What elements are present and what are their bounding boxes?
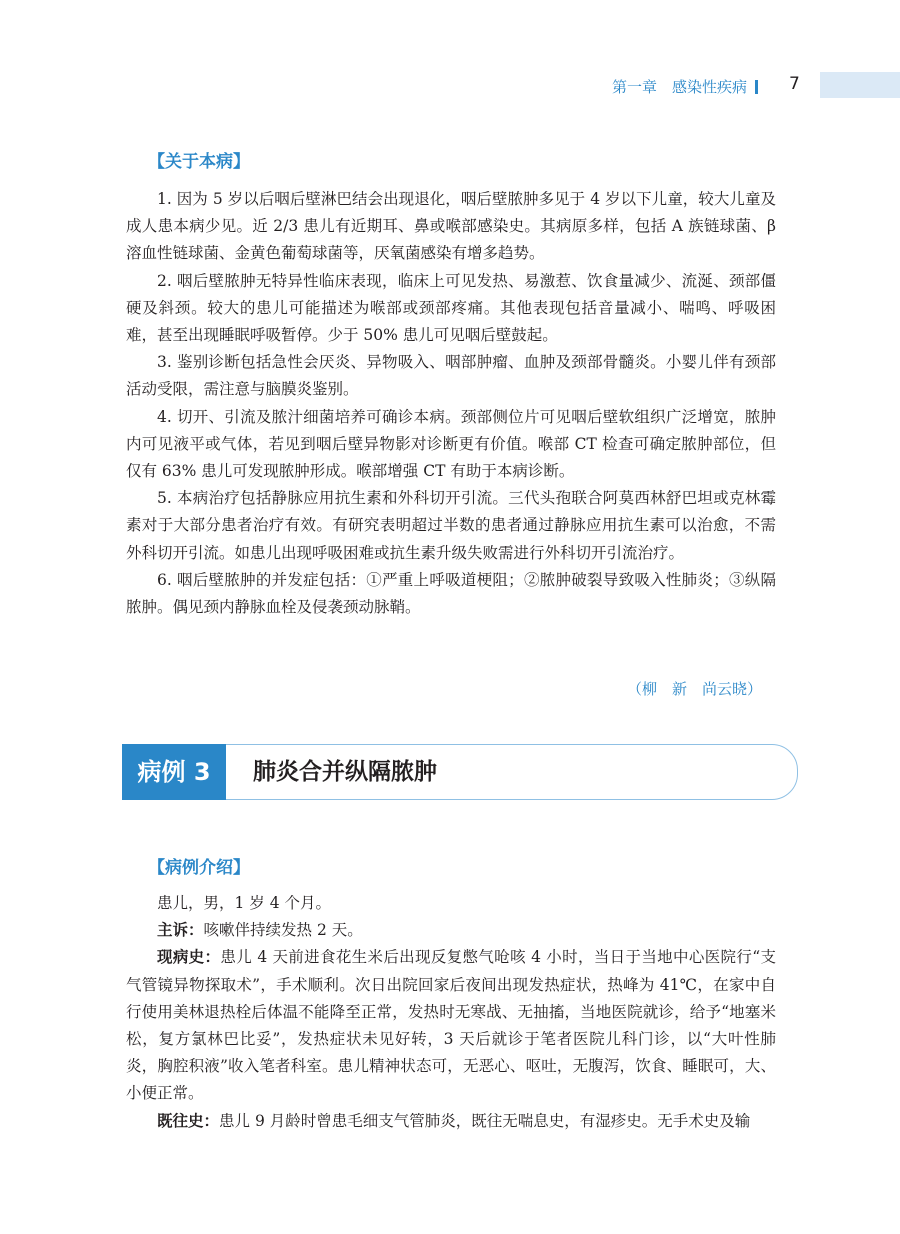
about-paragraph-4: 4. 切开、引流及脓汁细菌培养可确诊本病。颈部侧位片可见咽后壁软组织广泛增宽，脓肿内可见液平或气体，若见到咽后壁异物影对诊断更有价值。喉部 CT 检查可确定脓肿部位，但仅有 63% 患儿可发现脓肿形成。喉部增强 CT 有助于本病诊断。 bbox=[126, 407, 776, 481]
about-paragraph-2: 2. 咽后壁脓肿无特异性临床表现，临床上可见发热、易激惹、饮食量减少、流涎、颈部僵硬及斜颈。较大的患儿可能描述为喉部或颈部疼痛。其他表现包括音量减小、喘鸣、呼吸困难，甚至出现睡眠呼吸暂停。少于 50% 患儿可见咽后壁鼓起。 bbox=[126, 271, 776, 345]
about-paragraph-5: 5. 本病治疗包括静脉应用抗生素和外科切开引流。三代头孢联合阿莫西林舒巴坦或克林霉素对于大部分患者治疗有效。有研究表明超过半数的患者通过静脉应用抗生素可以治愈，不需外科切开引流。如患儿出现呼吸困难或抗生素升级失败需进行外科切开引流治疗。 bbox=[126, 489, 776, 562]
case-label: 病例 3 bbox=[122, 744, 226, 800]
present-label: 现病史： bbox=[157, 948, 221, 967]
page-header bbox=[0, 70, 900, 100]
chapter-title: 第一章 感染性疾病 bbox=[611, 78, 747, 96]
case-banner bbox=[122, 744, 798, 800]
case-intro-title: 【病例介绍】 bbox=[148, 858, 250, 878]
past-label: 既往史： bbox=[157, 1111, 220, 1130]
case-title: 肺炎合并纵隔脓肿 bbox=[253, 759, 437, 785]
page-number: 7 bbox=[789, 74, 800, 94]
about-section-title: 【关于本病】 bbox=[148, 152, 250, 172]
about-paragraph-1: 1. 因为 5 岁以后咽后壁淋巴结会出现退化，咽后壁脓肿多见于 4 岁以下儿童，较大儿童及成人患本病少见。近 2/3 患儿有近期耳、鼻或喉部感染史。其病原多样，包括 A 族链球菌、β 溶血性链球菌、金黄色葡萄球菌等，厌氧菌感染有增多趋势。 bbox=[126, 190, 776, 263]
about-paragraph-6: 6. 咽后壁脓肿的并发症包括：①严重上呼吸道梗阻；②脓肿破裂导致吸入性肺炎；③纵隔脓肿。偶见颈内静脉血栓及侵袭颈动脉鞘。 bbox=[126, 570, 776, 617]
past-history bbox=[126, 1108, 776, 1135]
past-text: 患儿 9 月龄时曾患毛细支气管肺炎，既往无喘息史，有湿疹史。无手术史及输 bbox=[219, 1111, 751, 1130]
complaint-text: 咳嗽伴持续发热 2 天。 bbox=[203, 921, 363, 940]
present-history bbox=[126, 944, 776, 1107]
header-tab bbox=[820, 72, 900, 98]
chapter-heading bbox=[612, 76, 758, 97]
about-body bbox=[126, 186, 776, 621]
case-body bbox=[126, 890, 776, 1135]
authors: （柳 新 尚云晓） bbox=[626, 680, 762, 698]
complaint-label: 主诉： bbox=[157, 921, 204, 940]
chief-complaint bbox=[126, 917, 776, 944]
patient-info: 患儿，男，1 岁 4 个月。 bbox=[157, 894, 332, 912]
present-text: 患儿 4 天前进食花生米后出现反复憋气呛咳 4 小时，当日于当地中心医院行“支气管镜异物探取术”，手术顺利。次日出院回家后夜间出现发热症状，热峰为 41℃，在家中自行使用美林退热栓后体温不能降至正常，发热时无寒战、无抽搐，当地医院就诊，给予“地塞米松，复方氯林巴比妥”，发热症状未见好转，3 天后就诊于笔者医院儿科门诊，以“大叶性肺炎，胸腔积液”收入笔者科室。患儿精神状态可，无恶心、呕吐，无腹泻，饮食、睡眠可，大、小便正常。 bbox=[126, 948, 776, 1103]
header-divider bbox=[755, 80, 758, 94]
about-paragraph-3: 3. 鉴别诊断包括急性会厌炎、异物吸入、咽部肿瘤、血肿及颈部骨髓炎。小婴儿伴有颈部活动受限，需注意与脑膜炎鉴别。 bbox=[126, 353, 776, 399]
